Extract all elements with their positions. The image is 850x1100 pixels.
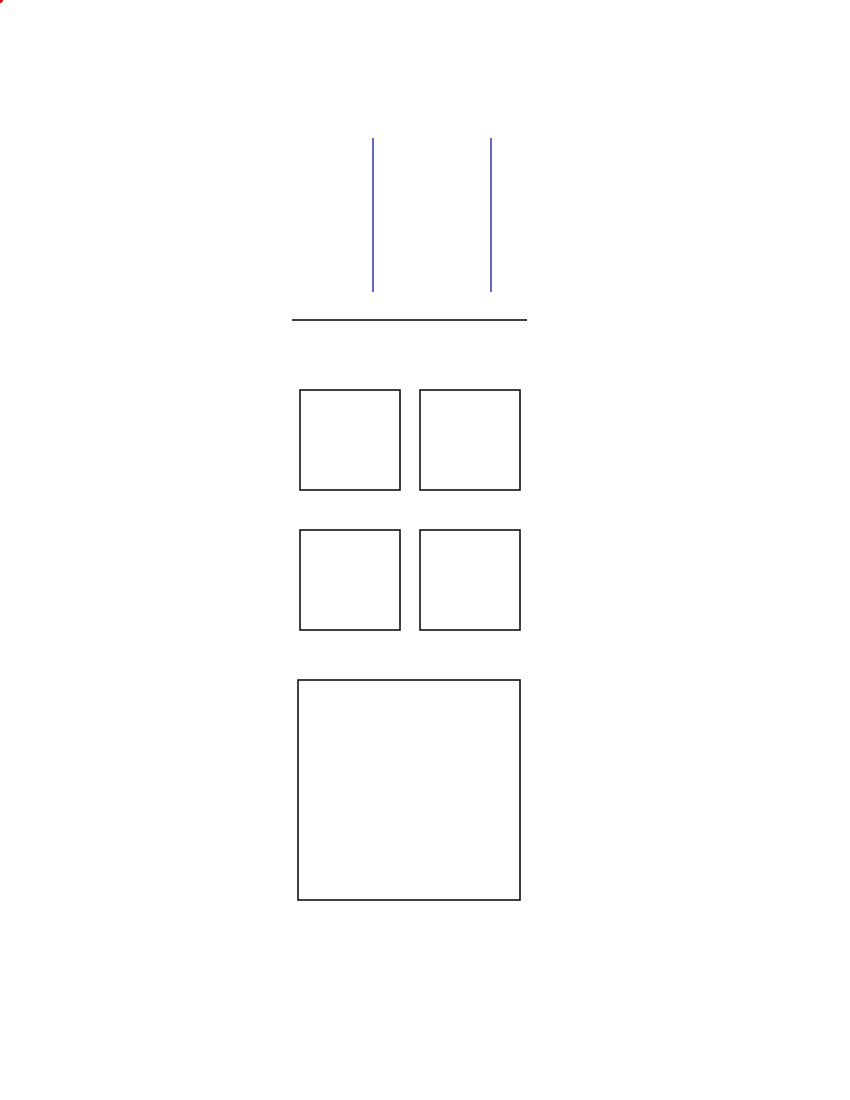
particle-motion-panel-right — [420, 530, 520, 630]
waveform-frame-right — [420, 390, 520, 490]
contour-frame — [298, 680, 520, 900]
waveform-panel-right — [420, 390, 520, 490]
waveform-frame-left — [300, 390, 400, 490]
particle-motion-panel-left — [300, 530, 400, 630]
best-fit-marker[interactable] — [0, 0, 3, 3]
particle-motion-frame-right — [420, 530, 520, 630]
waveform-panel-left — [300, 390, 400, 490]
seismogram-panel — [292, 138, 527, 320]
particle-motion-frame-left — [300, 530, 400, 630]
